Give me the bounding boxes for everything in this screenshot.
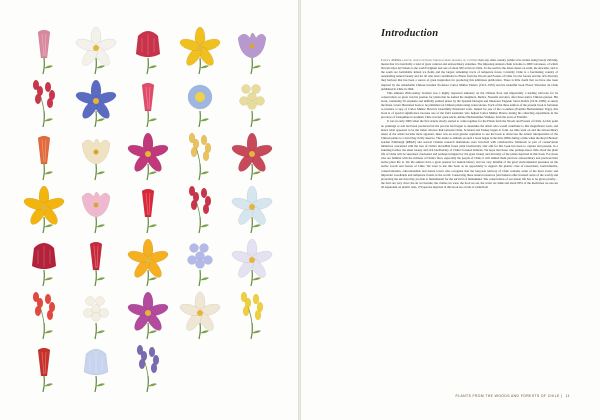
paragraph-1 xyxy=(381,58,558,91)
flower-illustration xyxy=(226,289,278,341)
flower-illustration xyxy=(226,77,278,129)
flower-drawing xyxy=(226,24,278,76)
flower-illustration-grid xyxy=(18,24,280,396)
flower-illustration xyxy=(174,24,226,76)
flower-drawing xyxy=(18,342,70,394)
flower-illustration xyxy=(18,236,70,288)
left-page-illustration-plate xyxy=(0,0,298,420)
flower-drawing xyxy=(70,342,122,394)
flower-illustration xyxy=(226,24,278,76)
flower-drawing xyxy=(174,77,226,129)
flower-drawing xyxy=(122,236,174,288)
flower-illustration xyxy=(122,130,174,182)
flower-illustration xyxy=(18,77,70,129)
flower-illustration xyxy=(174,236,226,288)
flower-illustration xyxy=(122,183,174,235)
flower-drawing xyxy=(226,77,278,129)
flower-illustration xyxy=(122,236,174,288)
flower-drawing xyxy=(174,289,226,341)
flower-drawing xyxy=(122,342,174,394)
flower-drawing xyxy=(122,183,174,235)
paragraph-1-lead: Chile's 4329km length, which extends through more degrees of latitude xyxy=(381,58,478,62)
flower-illustration xyxy=(18,342,70,394)
flower-illustration xyxy=(174,130,226,182)
page-number: 11 xyxy=(565,394,570,398)
flower-drawing xyxy=(70,236,122,288)
flower-illustration xyxy=(122,342,174,394)
flower-illustration xyxy=(70,24,122,76)
flower-illustration xyxy=(174,77,226,129)
flower-illustration xyxy=(226,183,278,235)
flower-drawing xyxy=(70,289,122,341)
running-title: PLANTS FROM THE WOODS AND FORESTS OF CHILE xyxy=(455,394,560,398)
page-title: Introduction xyxy=(381,28,439,39)
flower-drawing xyxy=(122,24,174,76)
flower-drawing xyxy=(174,236,226,288)
flower-illustration xyxy=(70,183,122,235)
flower-drawing xyxy=(122,130,174,182)
flower-drawing xyxy=(174,183,226,235)
flower-drawing xyxy=(70,183,122,235)
flower-drawing xyxy=(18,24,70,76)
flower-illustration xyxy=(18,24,70,76)
flower-illustration xyxy=(226,130,278,182)
flower-illustration xyxy=(70,77,122,129)
flower-drawing xyxy=(18,77,70,129)
flower-drawing xyxy=(174,24,226,76)
flower-drawing xyxy=(122,289,174,341)
flower-drawing xyxy=(18,183,70,235)
flower-illustration xyxy=(174,289,226,341)
flower-illustration xyxy=(18,130,70,182)
flower-illustration xyxy=(70,236,122,288)
paragraph-2: This eminent 20th-century botanist was a highly respected authority on the Chilean flora and importantly a leading advocate for its conservation; so great was his passion for plants that he named his daughters, Melica, Nassella and Aira, after three native Chilean grasses. His book, containing 50 exquisite and skilfully painted plates by the Spanish biologist and illustrator Eugenio Sierra Ráfols (1919–1999), is surely the finest colour illustrated book to be published on Chilean plants using watercolours. Each of the three authors of the present book is fortunate to treasure a copy of Carlos Muñoz Pizarro's beautifully illustrated work. Indeed for one of the co-authors (Paulina Hechenleitner Vega), this book is of special significance because one of the field assistants who helped Carlos Muñoz Pizarro during his collecting expeditions in the province of Llanquihue in southern Chile was her great-uncle, Albino Hechenleitner Winkler, from the town of Frutillar. xyxy=(381,90,558,120)
flower-drawing xyxy=(18,236,70,288)
flower-drawing xyxy=(226,183,278,235)
flower-drawing xyxy=(122,77,174,129)
running-footer: PLANTS FROM THE WOODS AND FORESTS OF CHILE | 11 xyxy=(455,394,570,398)
flower-drawing xyxy=(18,289,70,341)
introduction-body xyxy=(381,58,558,388)
paragraph-3: It was in early 2006 when the first stands slowly started to come together for the Plants from the Woods and Forests of Chile. At this point no paintings or text had been produced but the process had begun to determine the artists who would contribute to this magnificent work, and hence what appeared to be the rather obscure link between Chile, Scotland and Turkey began to form. As time went on and the extraordinary talent of the artists became more apparent, there was an even greater aspiration to see the book to showcase the artistic interpretation of the Chilean plants to a level they richly deserve. The desire to embark on such a book began in the mid-1990s during a time when the Royal Botanic Garden Edinburgh (RBGE) and several Chilean research institutions were involved with collaborative fieldwork as part of conservation initiatives concerned with the loss of Chile's incredible forest plant biodiversity. Our aim for this book has been to capture and present, in a stunning format, the sheer beauty and rich biodiversity of Chile's forested habitats. We hope that those who perhaps know little about the plant life of Chile will be surprised, fascinated and perhaps intrigued by the great beauty and diversity of the plants depicted in this book. For those who are familiar with the richness of Chile's flora, especially the people of Chile, it will remind them just how extraordinary and precious their native plant life is. We the authors have a great passion for natural history and are very mindful of the great environmental pressures on the native woods and forests of Chile. We want to use this book as an opportunity to support the plantsc cries of researchers, horticulturists, conservationists, educationalists and nature lovers who recognise that the long-lost territory of Chile contains some of the most iconic and important woodlands and temperate forests in the world. Conserving these natural resources (and indeed other forested areas of the world) and protecting the services they provide is fundamental for the survival of humankind. The conservation of our planet life has to be given priority – the facts are very clear: the air we breathe, the clothes we wear, the food we eat, the water we drink and about 80% of the medicines we use are all dependent on plants! Alas, 270 species depicted in this book are at risk of extinction! xyxy=(381,119,558,189)
flower-drawing xyxy=(226,236,278,288)
flower-illustration xyxy=(18,289,70,341)
flower-illustration xyxy=(70,289,122,341)
flower-illustration xyxy=(122,289,174,341)
flower-drawing xyxy=(70,77,122,129)
flower-illustration xyxy=(174,183,226,235)
flower-drawing xyxy=(70,130,122,182)
flower-drawing xyxy=(70,24,122,76)
flower-drawing xyxy=(18,130,70,182)
flower-drawing xyxy=(226,130,278,182)
flower-drawing xyxy=(174,130,226,182)
flower-illustration xyxy=(18,183,70,235)
paragraph-1-text: than any other country (while at its widest being barely 240 km), means that it is inevitably a land of great contrast and extraordinary extremes. The imposing Andean chain is home to 2000 volcanoes, of which Nevado Ojos del Salado is the world's highest and one of about 500 active in Chile. To the north is the driest desert on earth, the Atacama, and to the south are formidable inland ice fields and the largest remaining tracts of temperate forest. Certainly Chile is a fascinating country of outstanding natural beauty and for all who have contributed to Plants from the Woods and Forests of Chile it is the forests and the rich diversity they harbour that has been a source of great inspiration for producing this ambitious publication. There is little doubt that we have also been inspired by the remarkable Chilean botanist Professor Carlos Muñoz Pizarro (1913–1976) and his beautiful book Flores Silvestres de Chile published in Chile in 1966. xyxy=(381,58,558,91)
flower-illustration xyxy=(122,24,174,76)
flower-drawing xyxy=(226,289,278,341)
flower-illustration xyxy=(226,236,278,288)
flower-illustration xyxy=(70,130,122,182)
flower-illustration xyxy=(70,342,122,394)
flower-illustration xyxy=(122,77,174,129)
